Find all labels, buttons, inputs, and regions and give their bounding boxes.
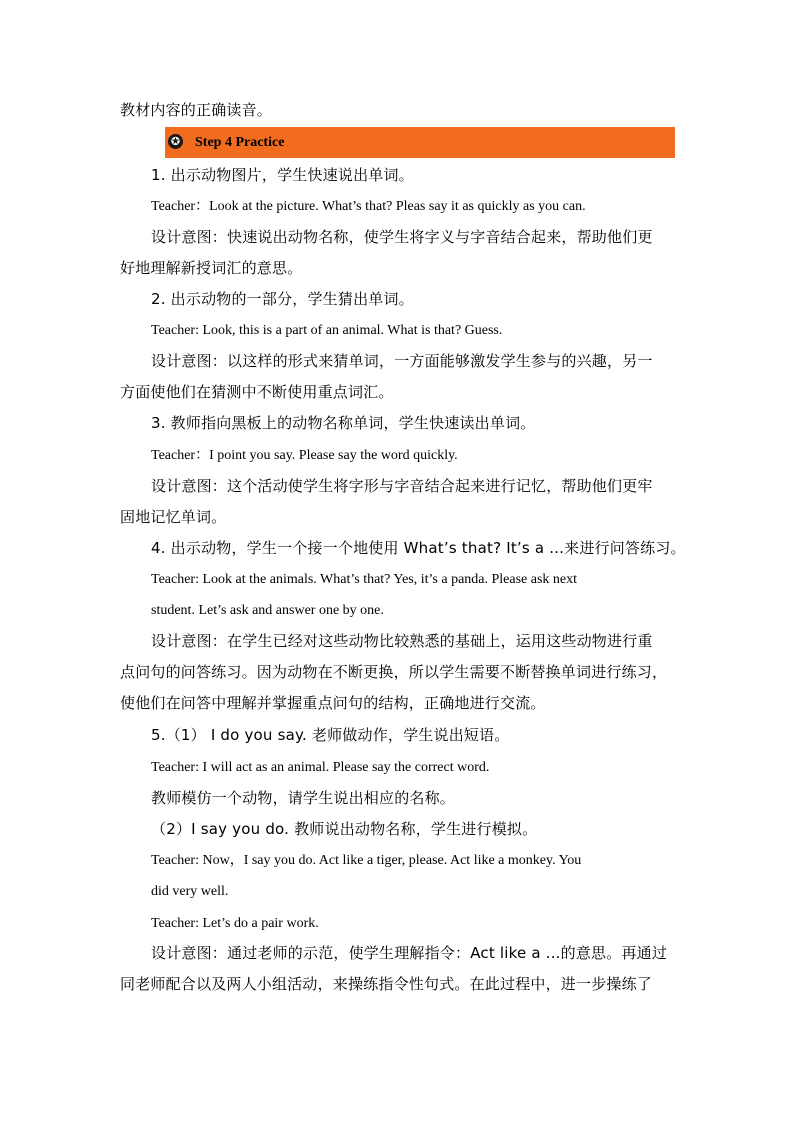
item5-note: 教师模仿一个动物，请学生说出相应的名称。 [151, 789, 456, 807]
item3-design-line1: 设计意图：这个活动使学生将字形与字音结合起来进行记忆，帮助他们更牢 [151, 477, 653, 495]
banner-title: Step 4 Practice [195, 135, 285, 150]
item5-teacher3: Teacher: Let’s do a pair work. [151, 916, 319, 931]
item5-teacher2-line2: did very well. [151, 884, 229, 899]
item5-teacher: Teacher: I will act as an animal. Please say the correct word. [151, 760, 490, 775]
item4-teacher-line2: student. Let’s ask and answer one by one. [151, 603, 384, 618]
item5-title: 5.（1） I do you say. 老师做动作，学生说出短语。 [151, 726, 510, 744]
item4-design-line2: 点问句的问答练习。因为动物在不断更换，所以学生需要不断替换单词进行练习， [120, 663, 668, 681]
item5-design-line1: 设计意图：通过老师的示范，使学生理解指令：Act like a ...的意思。再通过 [151, 944, 668, 962]
item3-title: 3. 教师指向黑板上的动物名称单词，学生快速读出单词。 [151, 414, 536, 432]
item5-sub2-title: （2）I say you do. 教师说出动物名称，学生进行模拟。 [151, 820, 538, 838]
item5-teacher2-line1: Teacher: Now，I say you do. Act like a tiger, please. Act like a monkey. You [151, 853, 582, 868]
item4-design-line3: 使他们在问答中理解并掌握重点问句的结构，正确地进行交流。 [120, 694, 546, 712]
item1-title: 1. 出示动物图片，学生快速说出单词。 [151, 166, 414, 184]
item1-teacher: Teacher：Look at the picture. What’s that? Pleas say it as quickly as you can. [151, 199, 586, 214]
item4-teacher-line1: Teacher: Look at the animals. What’s that? Yes, it’s a panda. Please ask next [151, 572, 578, 587]
item2-design-line2: 方面使他们在猜测中不断使用重点词汇。 [120, 383, 394, 401]
item1-design-line2: 好地理解新授词汇的意思。 [120, 259, 303, 277]
item4-title: 4. 出示动物，学生一个接一个地使用 What’s that? It’s a ...来进行问答练习。 [151, 539, 686, 557]
star-bullet-icon: ✪ [168, 134, 183, 149]
item2-design-line1: 设计意图：以这样的形式来猜单词，一方面能够激发学生参与的兴趣，另一 [151, 352, 653, 370]
step4-banner [165, 127, 675, 158]
item2-teacher: Teacher: Look, this is a part of an animal. What is that? Guess. [151, 323, 503, 338]
intro-tail-text: 教材内容的正确读音。 [120, 101, 273, 119]
item4-design-line1: 设计意图：在学生已经对这些动物比较熟悉的基础上，运用这些动物进行重 [151, 632, 653, 650]
item3-teacher: Teacher：I point you say. Please say the word quickly. [151, 448, 458, 463]
item1-design-line1: 设计意图：快速说出动物名称，使学生将字义与字音结合起来，帮助他们更 [151, 228, 653, 246]
item5-design-line2: 同老师配合以及两人小组活动，来操练指令性句式。在此过程中，进一步操练了 [120, 975, 653, 993]
item2-title: 2. 出示动物的一部分，学生猜出单词。 [151, 290, 414, 308]
item3-design-line2: 固地记忆单词。 [120, 508, 227, 526]
